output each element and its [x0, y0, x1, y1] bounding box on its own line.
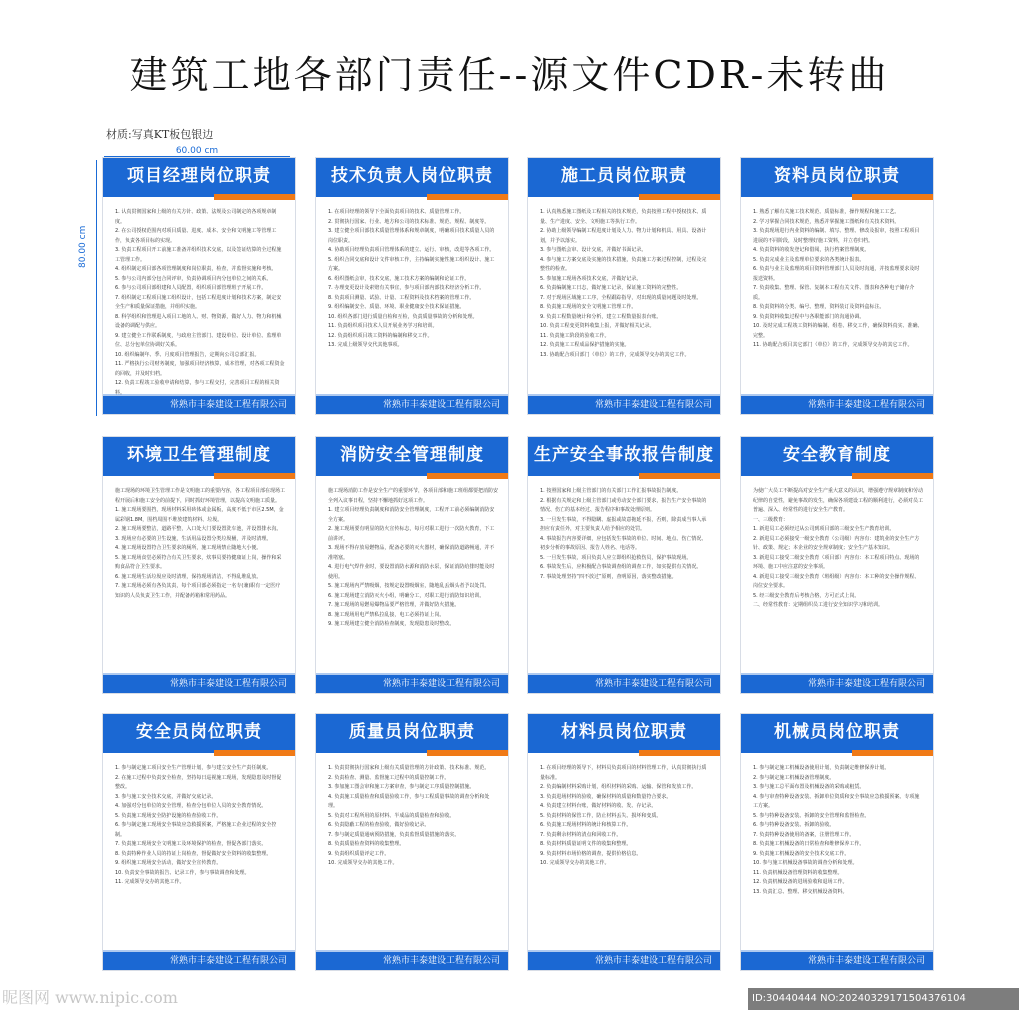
- panel-title-text: 技术负责人岗位职责: [331, 166, 493, 186]
- responsibility-panel: [528, 714, 720, 970]
- panel-body-line: 4. 加强对分包单位的安全管理，检查分包单位人员的安全教育情况。: [115, 803, 267, 809]
- panel-body-line: 3. 负责进场材料的验收，确保材料的质量和数量符合要求。: [540, 793, 672, 800]
- panel-body-line: 5. 参加施工现场各项技术交底，并做好记录。: [540, 275, 642, 282]
- panel-body: [316, 479, 508, 680]
- panel-body: [103, 756, 295, 957]
- panel-body-line: 6. 施工现场生活垃圾应及时清理，保持现场清洁，不得乱堆乱放。: [115, 573, 262, 580]
- responsibility-panel: [316, 714, 508, 970]
- panel-title-text: 环境卫生管理制度: [127, 445, 271, 465]
- panel-body: [741, 479, 933, 680]
- panel-body-line: 3. 现场不得存放易燃物品，配备必要的灭火器材，确保消防道路畅通，并不准堵塞。: [328, 545, 495, 561]
- panel-body-line: 4. 进行电气焊作业时，要设置消防水源和消防水泵，保证消防给排时能及时使用。: [328, 564, 495, 580]
- panel-body-line: 6. 参与公司项目部组建和人员配置，组织项目部管理班子开展工作。: [115, 285, 267, 291]
- header-accent-stripe: [528, 194, 720, 200]
- panel-body-line: 7. 负责收集、整理、保管、复制本工程有关文件、图表和各种电子储存介质。: [753, 285, 915, 301]
- panel-body-line: 施工现场消防工作是安全生产的重要环节，各项目部和施工班组都要把消防安全列入议事日程，坚持不懈地抓好这项工作。: [328, 488, 499, 504]
- panel-title-text: 施工员岗位职责: [561, 166, 687, 186]
- panel-body-line: 12. 负责工程竣工验收申请和结算，参与工程交付，完善项目工程的相关资料。: [115, 380, 280, 396]
- panel-body-line: 1. 按照国家和上级主管部门的有关部门工作汇报事故报告制度。: [540, 488, 682, 494]
- company-footer: 常熟市丰泰建设工程有限公司: [316, 396, 508, 414]
- panel-title: [316, 714, 508, 756]
- panel-body: [316, 200, 508, 401]
- panel-body-line: 2. 根据有关规定和上级主管部门或劳动安全部门要求，报告生产安全事故的情况、伤亡的基本经过、报告程序和事故处理原则。: [540, 497, 707, 513]
- responsibility-panel: [103, 158, 295, 414]
- panel-body-line: 3. 参与施工安全技术交底，并做好交底记录。: [115, 793, 217, 800]
- panel-title-text: 机械员岗位职责: [774, 722, 900, 742]
- panel-body-line: 5. 负责施工现场安全防护设施的检查验收工作。: [115, 812, 222, 819]
- panel-body-line: 13. 协助配合项目部门（单位）的工作，完成领导交办的其它工作。: [540, 351, 690, 358]
- panel-body-line: 施工现场的环境卫生管理工作是文明施工的重要内容，各工程项目部在现场工程开展后和施工安全的前提下，同时抓好环境管理，以提高文明施工质量。: [115, 488, 286, 504]
- panel-title: [741, 158, 933, 200]
- panel-body-line: 3. 现场应有必要的卫生设施，生活用品设置分类垃圾桶，并及时清理。: [115, 535, 272, 542]
- panel-body-line: 4. 协助项目经理负责项目管理体系的建立、运行、审核，改进等各项工作。: [328, 247, 495, 253]
- panel-body-line: 3. 参与施工总平面布置及机械设备的采购或租赁。: [753, 784, 865, 790]
- panel-title: [528, 158, 720, 200]
- header-accent-stripe: [103, 473, 295, 479]
- panel-body-line: 6. 施工现场建立消防灭火小组，明确分工，对职工进行消防知识培训。: [328, 592, 485, 599]
- panel-body-line: 3. 一旦发生事故，不得隐瞒、虚报或故意拖延不报，否则，除责成当事人承担应有责任外，对主要负责人给予相应的处罚。: [540, 516, 707, 532]
- panel-body-line: 6. 负责编制施工日志，做好施工记录，保证施工资料的完整性。: [540, 285, 682, 291]
- material-label: 材质:写真KT板包银边: [106, 128, 214, 141]
- panel-body-line: 9. 施工现场建立健全消防检查制度，发现隐患及时整改。: [328, 621, 455, 627]
- panel-body-line: 3. 参与图纸会审、设计交底，并做好书面记录。: [540, 247, 647, 253]
- panel-body-line: 11. 完成领导交办的其他工作。: [115, 879, 185, 885]
- panel-body-line: 10. 组织各部门进行质量自检和互检，负责质量事故的分析和处理。: [328, 313, 478, 320]
- header-accent-stripe: [741, 194, 933, 200]
- panel-title: [103, 714, 295, 756]
- height-dimension: 80.00 cm: [78, 225, 88, 268]
- panel-body-line: 6. 参与制定施工现场安全事故应急救援预案，严格施工企业过程的安全控制。: [115, 822, 277, 838]
- company-footer: 常熟市丰泰建设工程有限公司: [528, 952, 720, 970]
- header-accent-stripe: [103, 194, 295, 200]
- panel-body-line: 2. 学习掌握合同技术规范，熟悉并掌握施工图纸和有关技术资料。: [753, 218, 900, 225]
- panel-body-line: 1. 在项目经理的领导下全面负责项目的技术、质量管理工作。: [328, 209, 465, 215]
- panel-body: [528, 479, 720, 680]
- panel-body-line: 7. 办理变更设计及索赔有关事宜，参与项目部内部技术经济分析工作。: [328, 285, 485, 291]
- panel-body-line: 3. 参加施工图会审和施工方案审查，参与制定工序质量控制措施。: [328, 784, 475, 790]
- panel-body-line: 7. 负责剩余材料的清点和回收工作。: [540, 831, 622, 838]
- watermark: 昵图网 www.nipic.com: [2, 988, 178, 1007]
- panel-title: [103, 437, 295, 479]
- responsibility-panel: [741, 158, 933, 414]
- page-title: 建筑工地各部门责任--源文件CDR-未转曲: [129, 53, 890, 97]
- panel-body-line: 5. 负责材料的保管工作，防止材料丢失、损坏和变质。: [540, 812, 662, 819]
- panel-body-line: 4. 负责资料的收发登记和借阅，执行档案管理制度。: [753, 247, 870, 253]
- panel-body-line: 9. 负责组织质量评定工作。: [328, 850, 390, 857]
- panel-title-text: 材料员岗位职责: [561, 722, 687, 742]
- company-footer: 常熟市丰泰建设工程有限公司: [103, 396, 295, 414]
- panel-body-line: 9. 负责材料市场价格的调查，提供价格信息。: [540, 850, 642, 857]
- panel-title-text: 消防安全管理制度: [340, 445, 484, 465]
- panel-body-line: 5. 参与公司内部分包合同评审，负责协调项目内分包单位之间的关系。: [115, 275, 272, 282]
- panel-body-line: 2. 在施工过程中负责安全检查，坚持每日巡视施工现场，发现隐患及时督促整改。: [115, 774, 282, 790]
- panel-body-line: 9. 组织编制安全、质量、环境、职业健康安全技术保证措施。: [328, 304, 465, 310]
- header-accent-stripe: [528, 750, 720, 756]
- panel-body-line: 5. 经三级安全教育后考核合格，方可正式上岗。: [753, 592, 860, 599]
- panel-body-line: 11. 负责组织项目技术人员开展业务学习和培训。: [328, 323, 438, 329]
- panel-title: [528, 437, 720, 479]
- panel-body-line: 12. 负责施工工程成品保护措施的实施。: [540, 342, 630, 348]
- panel-body-line: 9. 负责施工机械设备的安全技术交底工作。: [753, 850, 850, 857]
- company-footer: 常熟市丰泰建设工程有限公司: [741, 952, 933, 970]
- panel-title-text: 资料员岗位职责: [774, 166, 900, 186]
- panel-body-line: 7. 对于现场区域施工工序，全程跟踪指导，对出现的质量问题及时处理。: [540, 294, 702, 301]
- panel-body-line: 12. 负责机械设备的进场验收和退场工作。: [753, 879, 848, 885]
- panel-body: [528, 756, 720, 957]
- panel-title: [741, 437, 933, 479]
- responsibility-panel: [316, 158, 508, 414]
- panel-title: [316, 437, 508, 479]
- panel-body-line: 3. 新进员工接受二级安全教育（项目部）内容有：本工程项目特点、现场的环境、施工中应注意的安全事项。: [753, 554, 920, 570]
- panel-body-line: 4. 负责建立材料台账，做好材料的收、发、存记录。: [540, 803, 657, 809]
- panel-body-line: 8. 施工现场用电严禁私拉乱接，电工必须持证上岗。: [328, 611, 445, 618]
- responsibility-panel: [528, 437, 720, 693]
- panel-title-text: 安全教育制度: [783, 445, 891, 465]
- panel-body-line: 6. 负责与业主及监理的项目资料管理部门人员及时沟通，并按监理要求及时报送资料。: [753, 266, 920, 282]
- panel-body-line: 8. 负责项目测量、试验、计量、工程资料及技术档案的管理工作。: [328, 294, 475, 301]
- panel-body-line: 1. 参与制定施工机械设备使用计划，负责制定维修保养计划。: [753, 765, 890, 771]
- panel-body-line: 1. 在项目经理的领导下，材料员负责项目的材料管理工作，认真贯彻执行质量标准。: [540, 765, 707, 781]
- height-dimension-line: [96, 160, 97, 416]
- panel-body-line: 5. 参与特种设备安装、拆卸的安全管理和监督检查。: [753, 812, 870, 819]
- panel-body-line: 4. 参与审查特种设备安装、拆卸单位资质和安全事故应急救援预案、专项施工方案。: [753, 793, 920, 809]
- panel-title: [316, 158, 508, 200]
- panel-title-text: 生产安全事故报告制度: [534, 445, 714, 465]
- panel-body-line: 7. 施工现场必须有各负其责，每个项目部必须指定一名专(兼)职有一定医疗知识的人员负责卫生工作，并配备药箱和常用药品。: [115, 583, 281, 599]
- panel-body-line: 11. 负责机械设备管理资料的收集整理。: [753, 869, 843, 876]
- panel-body: [741, 200, 933, 401]
- responsibility-panel: [316, 437, 508, 693]
- header-accent-stripe: [316, 473, 508, 479]
- panel-body-line: 7. 负责特种设备使用的备案，注册管理工作。: [753, 831, 855, 838]
- panel-body-line: 9. 建立健全工作联系制度，与政府主管部门、建设单位、设计单位、监理单位、总分包单位协调好关系。: [115, 332, 282, 348]
- header-accent-stripe: [316, 750, 508, 756]
- panel-body-line: 8. 负责施工现场的安全文明施工管理工作。: [540, 304, 637, 310]
- panel-body-line: 5. 一旦发生事故，项目负责人应立即组织抢救伤员，保护事故现场。: [540, 554, 692, 561]
- panel-body-line: 9. 负责工程数量统计和分析，建立工程数量报表台账。: [540, 313, 662, 320]
- panel-body-line: 5. 负责对工程所用的原材料、半成品的质量检查和验收。: [328, 812, 455, 819]
- panel-body-line: 为使广大员工不断提高对安全生产重大意义的认识，增强遵守规章制度和劳动纪律的自觉性，避免事故的发生，确保各项建设工程的顺利进行，必须对员工普遍、深入、经常性的进行安全生产教育。: [753, 488, 924, 513]
- company-footer: 常熟市丰泰建设工程有限公司: [103, 675, 295, 693]
- panel-body-line: 2. 参与制定施工机械设备管理制度。: [753, 774, 835, 781]
- panel-body-line: 10. 参与施工机械设备事故的调查分析和处理。: [753, 860, 858, 866]
- panel-body-line: 一、三级教育：: [753, 516, 789, 523]
- panel-body-line: 4. 参与施工方案交底及实施的技术措施，负责施工方案过程控制，过程及完整性的检查。: [540, 256, 707, 272]
- panel-body-line: 1. 熟悉了解有关施工技术规范、质量标准，操作规程和施工工艺。: [753, 209, 900, 215]
- company-footer: 常熟市丰泰建设工程有限公司: [741, 675, 933, 693]
- panel-body: [741, 756, 933, 957]
- panel-body-line: 8. 负责特种作业人员的持证上岗检查，督促做好安全资料的收集整理。: [115, 850, 272, 857]
- width-dimension-line: [104, 156, 290, 157]
- panel-body-line: 4. 事故报告内容要详细，应包括发生事故的单位、时间、地点、伤亡情况、初步分析的事故原因、报告人姓名、电话等。: [540, 535, 707, 551]
- responsibility-panel: [528, 158, 720, 414]
- panel-body-line: 8. 科学组织和管理进入项目工地的人、财、物资源，做好人力、物力和机械设备的调配与供应。: [115, 313, 282, 329]
- panel-body-line: 8. 负责施工机械设备的日常检查和维修保养工作。: [753, 841, 865, 847]
- panel-body-line: 7. 组织制定工程项目施工组织设计，包括工程进度计划和技术方案，制定安全生产和质量保证措施，并组织实施。: [115, 294, 282, 310]
- header-accent-stripe: [103, 750, 295, 756]
- panel-body-line: 10. 完成领导交办的其他工作。: [540, 860, 610, 866]
- panel-body: [103, 200, 295, 401]
- panel-body-line: 4. 新进员工接受三级安全教育（班组级）内容有：本工种的安全操作规程、岗位安全要求。: [753, 573, 920, 589]
- panel-body-line: 4. 负责施工质量检查和质量验收工作，参与工程质量事故的调查分析和处理。: [328, 793, 490, 809]
- panel-body-line: 3. 负责现场进行内业资料的编制、填写、整理、修改及报审，按照工程项目进展的不同阶段，及时整理好施工资料，并立卷归档。: [753, 228, 920, 244]
- panel-title: [528, 714, 720, 756]
- header-accent-stripe: [741, 750, 933, 756]
- panel-body-line: 2. 在公司授权范围内对项目质量、进度、成本、安全和文明施工等管理工作，负责各项目标的实现。: [115, 228, 277, 244]
- panel-body-line: 6. 组织图纸会审，技术交底，施工技术方案的编制和论证工作。: [328, 275, 470, 282]
- panel-body: [528, 200, 720, 401]
- panel-body-line: 10. 负责工程变更资料收集上报，并做好相关记录。: [540, 323, 655, 329]
- responsibility-panel: [103, 437, 295, 693]
- company-footer: 常熟市丰泰建设工程有限公司: [528, 396, 720, 414]
- responsibility-panel: [741, 437, 933, 693]
- panel-body-line: 8. 负责资料的分类、编号、整理，资料装订及资料盒标注。: [753, 304, 885, 310]
- company-footer: 常熟市丰泰建设工程有限公司: [316, 675, 508, 693]
- panel-title-text: 项目经理岗位职责: [127, 166, 271, 186]
- panel-body-line: 1. 施工现场要围挡，现场材料采用砖体或金属板，高度不低于市区2.5M，金属彩钢1.8M，围档周围不堆放建筑材料、垃圾。: [115, 507, 284, 523]
- panel-body-line: 9. 组织施工现场安全活动，做好安全宣传教育。: [115, 860, 222, 866]
- responsibility-panel: [741, 714, 933, 970]
- panel-title: [741, 714, 933, 756]
- header-accent-stripe: [741, 473, 933, 479]
- company-footer: 常熟市丰泰建设工程有限公司: [528, 675, 720, 693]
- header-accent-stripe: [528, 473, 720, 479]
- panel-body-line: 13. 完成上级领导交代其他事项。: [328, 342, 403, 348]
- panel-body-line: 6. 参与特种设备安装、拆卸的验收。: [753, 822, 835, 828]
- panel-body-line: 3. 负责工程项目开工前施工准备并组织技术交底，以及签证结算的全过程施工管理工作。: [115, 247, 282, 263]
- panel-body-line: 11. 协助配合项目其它部门（单位）的工作，完成领导交办的其它工作。: [753, 342, 913, 348]
- panel-body-line: 2. 贯彻执行国家、行业、地方和公司的技术标准、规范、规程、制度等。: [328, 218, 490, 225]
- panel-title: [103, 158, 295, 200]
- panel-body-line: 7. 负责施工现场安全文明施工及环境保护的检查，督促各部门落实。: [115, 841, 267, 847]
- panel-body-line: 10. 完成领导交办的其他工作。: [328, 860, 398, 866]
- panel-body-line: 1. 参与制定施工项目安全生产管理计划，参与建立安全生产责任制度。: [115, 765, 272, 771]
- panel-body: [316, 756, 508, 957]
- panel-body-line: 7. 参与制定质量通病预防措施，负责监督质量措施的落实。: [328, 831, 460, 838]
- panel-body-line: 4. 施工现场设置符合卫生要求的厕所，施工现场禁止随地大小便。: [115, 545, 262, 551]
- panel-body-line: 12. 负责组织项目竣工资料的编制和移交工作。: [328, 332, 433, 339]
- panel-body-line: 2. 新进员工必须接受一级安全教育（公司级）内容有：建筑业的安全生产方针、政策、规定；本企业的安全规章制度；安全生产基本知识。: [753, 535, 920, 551]
- panel-body-line: 8. 负责材料质量证明文件的收集和整理。: [540, 841, 632, 847]
- company-footer: 常熟市丰泰建设工程有限公司: [316, 952, 508, 970]
- panel-body-line: 二、经常性教育：定期组织员工进行安全知识学习和培训。: [753, 602, 884, 608]
- responsibility-panel: [103, 714, 295, 970]
- panel-body-line: 1. 建立项目经理负责制度和消防安全管理制度，工程开工前必须编制消防安全方案。: [328, 507, 495, 523]
- image-id-tag: ID:30440444 NO:20240329171504376104: [748, 988, 1019, 1010]
- panel-body-line: 8. 负责质量检查资料的收集整理。: [328, 841, 405, 847]
- panel-body-line: 1. 负责贯彻执行国家和上级有关质量管理的方针政策、技术标准、规范。: [328, 765, 490, 771]
- panel-body-line: 2. 施工现场要有明显的防火宣传标志，每月对职工进行一次防火教育，下工前讲评。: [328, 526, 495, 542]
- panel-body: [103, 479, 295, 680]
- panel-body-line: 9. 负责资料收集过程中与各职能部门的沟通协调。: [753, 313, 865, 320]
- panel-body-line: 11. 负责施工阶段的验收工作。: [540, 332, 610, 339]
- panel-body-line: 5. 组织合同交底和设计文件审核工作，主持编制实施性施工组织设计、施工方案。: [328, 256, 495, 272]
- panel-body-line: 5. 施工现场食堂必须符合有关卫生要求，炊事员要持健康证上岗，操作和采购食品符合卫生要求。: [115, 554, 282, 570]
- company-footer: 常熟市丰泰建设工程有限公司: [103, 952, 295, 970]
- panel-title-text: 质量员岗位职责: [349, 722, 475, 742]
- panel-body-line: 6. 负责施工现场材料的统计和核算工作。: [540, 822, 632, 828]
- panel-body-line: 4. 组织制定项目部各项管理制度和岗位职责，检查，并监督实施和考核。: [115, 266, 277, 272]
- panel-body-line: 6. 事故发生后，应积极配合事故调查组的调查工作，如实提供有关情况。: [540, 564, 702, 570]
- panel-body-line: 11. 严格执行公司财务制度，加强项目经济核算，成本管理，对各项工程资金的回收，并及时归档。: [115, 361, 285, 377]
- panel-body-line: 5. 负责完成业主及监理单位要求的各类统计报表。: [753, 256, 865, 263]
- panel-body-line: 2. 负责检查、测量、监督施工过程中的质量控制工作。: [328, 774, 450, 781]
- width-dimension: 60.00 cm: [175, 146, 219, 156]
- panel-body-line: 10. 组织编制年、季、月度项目管理报告，定期向公司总部汇报。: [115, 351, 260, 358]
- panel-title-text: 安全员岗位职责: [136, 722, 262, 742]
- panel-body-line: 1. 认真贯彻国家和上级的有关方针、政策、法规及公司制定的各项规章制度。: [115, 209, 277, 225]
- company-footer: 常熟市丰泰建设工程有限公司: [741, 396, 933, 414]
- panel-body-line: 1. 认真熟悉施工图纸及工程相关的技术规范，负责按照工程中授权技术、质量、生产进度、安全、文明施工等执行工作。: [540, 209, 707, 225]
- panel-body-line: 5. 施工现场内严禁吸烟，按规定设置吸烟室，随地乱丢烟头者予以处罚。: [328, 583, 490, 589]
- panel-body-line: 1. 新进员工必须经过从公司到项目部的三级安全生产教育培训。: [753, 526, 895, 532]
- panel-body-line: 13. 负责汇总、整理、移交机械设备资料。: [753, 888, 848, 895]
- panel-body-line: 2. 协助上级领导编制工程进度计划及人力、物力计划和机具、用具、设备计划，并予以落实。: [540, 228, 707, 244]
- header-accent-stripe: [316, 194, 508, 200]
- panel-body-line: 6. 负责隐蔽工程的检查验收，做好验收记录。: [328, 822, 430, 828]
- panel-body-line: 10. 负责安全事故的报告、记录工作，参与事故调查和处理。: [115, 869, 250, 876]
- panel-body-line: 3. 建立健全项目部技术质量管理体系和规章制度，明确项目技术质量人员的岗位职责。: [328, 228, 495, 244]
- panel-body-line: 10. 及时完成工程竣工资料的编制、组卷、移交工作，确保资料真实、准确、完整。: [753, 323, 923, 339]
- panel-body-line: 7. 事故处理坚持“四不放过”原则，查明原因，落实整改措施。: [540, 573, 677, 580]
- panel-body-line: 7. 施工现场的易燃易爆物品要严格管理，并做好防火措施。: [328, 602, 460, 608]
- panel-body-line: 2. 施工现场要整洁，道路平整，入口处大门要设置洗车池，并设置排水沟。: [115, 526, 282, 532]
- panel-body-line: 2. 负责编制材料采购计划，组织材料的采购、运输、保管和发放工作。: [540, 784, 697, 790]
